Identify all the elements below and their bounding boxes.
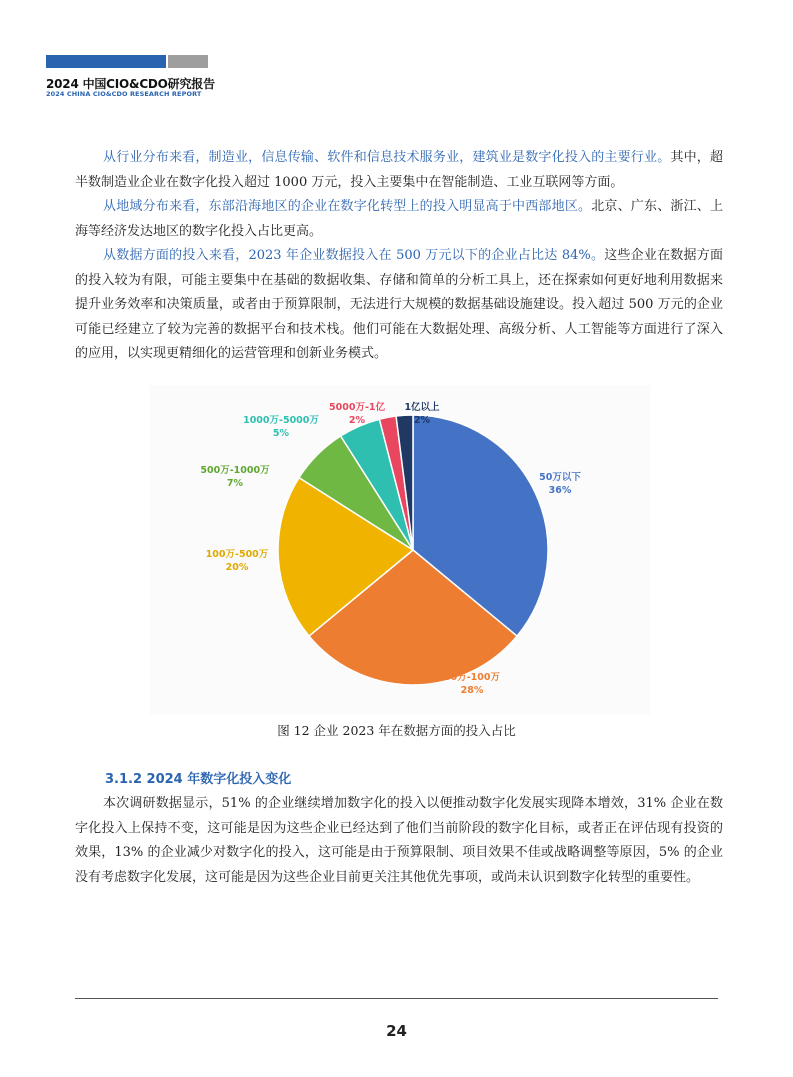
- section-heading: 3.1.2 2024 年数字化投入变化: [105, 772, 292, 787]
- pie-chart-figure: [150, 385, 650, 715]
- footer-divider: [75, 998, 718, 999]
- header-bar-gray: [168, 55, 208, 68]
- slice-label: 50万以下 36%: [539, 472, 581, 496]
- body-text: 北京、广东、浙江、上海等经济发达地区的数字化投入占比更高。: [75, 199, 723, 239]
- paragraph-data-investment: [75, 244, 723, 367]
- slice-label: 5000万-1亿 2%: [329, 402, 385, 426]
- report-title: 2024 中国CIO&CDO研究报告: [46, 77, 215, 91]
- page-number: 24: [386, 1022, 407, 1040]
- paragraph-investment-change: 本次调研数据显示，51% 的企业继续增加数字化的投入以便推动数字化发展实现降本增效，31% 企业在数字化投入上保持不变，这可能是因为这些企业已经达到了他们当前阶段的数字化目标，或者正在评估现有投资的效果，13% 的企业减少对数字化的投入，这可能是由于预算限制、项目效果不佳或战略调整等原因，5% 的企业没有考虑数字化发展，这可能是因为这些企业目前更关注其他优先事项，或尚未认识到数字化转型的重要性。: [75, 796, 723, 885]
- slice-label: 1亿以上 2%: [404, 402, 440, 426]
- paragraph-region: [75, 195, 723, 244]
- report-subtitle: 2024 CHINA CIO&CDO RESEARCH REPORT: [46, 90, 202, 98]
- highlight-text: 从数据方面的投入来看，2023 年企业数据投入在 500 万元以下的企业占比达 84%。: [103, 248, 605, 263]
- header-bar-blue: [46, 55, 166, 68]
- figure-caption: 图 12 企业 2023 年在数据方面的投入占比: [277, 723, 516, 738]
- pie-chart: [150, 385, 650, 715]
- slice-label: 1000万-5000万 5%: [243, 415, 319, 439]
- slice-label: 50万-100万 28%: [444, 672, 500, 696]
- highlight-text: 从行业分布来看，制造业，信息传输、软件和信息技术服务业，建筑业是数字化投入的主要行业。: [103, 150, 671, 165]
- highlight-text: 从地域分布来看，东部沿海地区的企业在数字化转型上的投入明显高于中西部地区。: [103, 199, 592, 214]
- slice-label: 100万-500万 20%: [205, 549, 269, 573]
- paragraph-industry: [75, 146, 723, 195]
- body-text: 这些企业在数据方面的投入较为有限，可能主要集中在基础的数据收集、存储和简单的分析工具上，还在探索如何更好地利用数据来提升业务效率和决策质量，或者由于预算限制，无法进行大规模的数据基础设施建设。投入超过 500 万元的企业可能已经建立了较为完善的数据平台和技术栈。他们可能在大数据处理、高级分析、人工智能等方面进行了深入的应用，以实现更精细化的运营管理和创新业务模式。: [75, 248, 723, 361]
- body-text: 其中，超半数制造业企业在数字化投入超过 1000 万元，投入主要集中在智能制造、工业互联网等方面。: [75, 150, 723, 190]
- slice-label: 500万-1000万 7%: [200, 465, 270, 489]
